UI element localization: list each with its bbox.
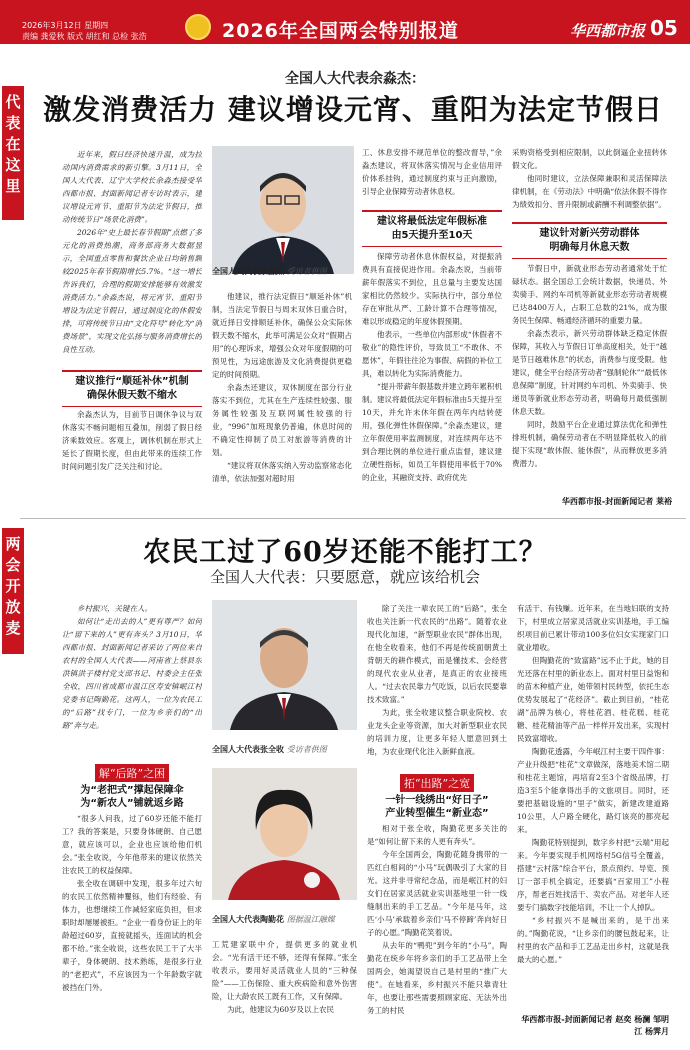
emblem-icon [185, 14, 211, 40]
subheading-text: 一针一线绣出“好日子” 产业转型催生“新业态” [385, 795, 489, 819]
issue-meta [22, 20, 192, 42]
caption-credit: 受访者供图 [286, 267, 327, 276]
paragraph: 工荒建家联中介，提供更多的就业机会。“光有活干还不够，还得有保障。”张全收表示，要用好灵活就业人员的“三种保险”——工伤保险、重大疾病险和意外伤害险，让大龄农民工既有工作，又有保障。 [212, 940, 357, 1001]
subheading-tag: 拓“出路”之宽 [400, 774, 474, 792]
article1-kicker: 全国人大代表余淼杰： [285, 71, 425, 87]
article2-headline: 农民工过了60岁还能不能打工？ [143, 537, 547, 568]
paragraph: 陶勤花特别提到，数字乡村把“云端”用起来。今年要实现手机网络村5G信号全覆盖，搭建“云村落”综合平台，景点预约、导览、预订一部手机全搞定，还要搞“百家用工”小程序，帮老百姓找活干、卖农产品。对老年人还要专门搞数字技能培训，不让一个人掉队。 [517, 838, 669, 912]
paragraph: 保障劳动者休息休假权益，对提振消费具有直接促进作用。余淼杰说，当前带薪年假落实不到位，且总量与主要发达国家相比仍然较少。实际执行中，部分单位存在审批从严、工龄计算不合理等情况，难以形成稳定的年度休假预期。 [362, 252, 502, 326]
paragraph: 张全收在调研中发现，很多年过六旬的农民工依然精神矍铄，他们有经验、有体力，也想继续工作减轻家庭负担，但求职时却屡屡被拒。“企业一看身份证上的年龄超过60岁，直接就摇头，连面试的机会都不给。”张全收说，这些农民工干了大半辈子，身体硬朗、技术熟练，是很多行业的“老把式”，不应该因为一个年龄数字就被挡在门外。 [62, 879, 202, 992]
caption-name: 全国人大代表张全收 [212, 745, 284, 754]
section-label-open-mic [2, 528, 24, 654]
article2-col3b [367, 822, 507, 1046]
caption-credit: 图据温江融媒 [286, 915, 335, 924]
paragraph: 2026年“史上最长春节假期”点燃了多元化的消费热潮，商务部商务大数据显示，全国重点零售和餐饮企业日均销售额较2025年春节假期增长5.7%。“这一增长告诉我们，合理的假期安排能够有效激发消费活力。”余淼杰说，将元宵节、重阳节增设为法定节假日，通过制度化的休假安排，可将传统节日由“文化符号”转化为“消费场景”，实现文化弘扬与服务消费增长的良性互动。 [62, 228, 202, 354]
article1-headline: 激发消费活力 建议增设元宵、重阳为法定节假日 [43, 93, 663, 126]
article1-credit: 华西都市报-封面新闻记者 莱裕 [561, 497, 672, 506]
article1-subheading-3: 建议针对新兴劳动群体 明确每月休息天数 [512, 222, 667, 259]
paragraph: 采购资格受到相应限制，以此倒逼企业扭转休假文化。 [512, 148, 667, 170]
article2-col1 [62, 602, 202, 758]
paragraph: 余淼杰还建议，双休制度在部分行业落实不到位，尤其在生产连续性较强、服务属性较强及互联网属性较强的行业，“996”加班现象仍普遍，休息时间的不确定性抑制了员工对旅游等消费的计划。 [212, 383, 352, 457]
paragraph: 节假日中，新就业形态劳动者通常处于忙碌状态。据全国总工会统计数据，快递员、外卖骑手、网约车司机等新就业形态劳动者规模已达8400万人，占职工总数的21%，成为服务民生保障、畅通经济循环的重要力量。 [512, 264, 667, 325]
special-report-banner: 2026年全国两会特别报道 [222, 20, 459, 42]
paragraph: 今年全国两会，陶勤花随身携带的一匹红白相间的“小马”玩偶吸引了大家的目光。这并非寻常纪念品，而是岷江村的妇女们在居家灵活就业实训基地里一针一线缝制出来的手工艺品。“今年是马年，这匹‘小马’承载着乡亲们‘马不停蹄’奔向好日子的心愿。”陶勤花笑着说。 [367, 850, 507, 937]
article1-col4b [512, 262, 667, 494]
portrait-illustration [212, 146, 354, 274]
portrait-illustration [212, 768, 357, 900]
article2-credit: 华西都市报-封面新闻记者 赵奕 杨澜 邹明江 杨霁月 [521, 1015, 669, 1036]
paragraph: “建议将双休落实纳入劳动监察常态化清单，依法加强对超时用 [212, 461, 352, 483]
caption-credit: 受访者供图 [286, 745, 327, 754]
article2-subheading-2 [367, 772, 507, 820]
paragraph: 近年来，假日经济快速升温，成为拉动国内消费需求的新引擎。3月11日，全国人大代表、辽宁大学校长余淼杰接受华西都市报、封面新闻记者专访时表示，建议增设元宵节、重阳节为法定节假日，推动传统节日“场景化消费”。 [62, 150, 202, 224]
photo-tao-qinhua [212, 768, 357, 900]
photo-caption-1 [212, 266, 362, 277]
paragraph: 但陶勤花的“致富路”远不止于此，她的目光还落在村里的新业态上。面对村里日益饱和的苗木种植产业，她带领村民转型，依托生态优势发展起了“花经济”。截止到目前，“桂花湖”品牌为核心，将桂花酒、桂花糕、桂花糖、桂花精油等产品一样样开发出来，实现村民致富增收。 [517, 656, 669, 743]
photo-caption-3 [212, 914, 362, 925]
article1-col3 [362, 146, 502, 200]
paragraph: “很多人问我，过了60岁还能不能打工？我的答案是，只要身体硬朗、自己愿意，就应该可以，企业也应该给他们机会。”张全收说，今年他带来的建议依然关注农民工的权益保障。 [62, 814, 202, 875]
photo-zhang-quanshou [212, 600, 357, 730]
issue-editors: 责编 龚爱秋 版式 胡红和 总检 张浩 [22, 32, 147, 41]
portrait-illustration [212, 600, 357, 730]
paragraph: 相对于张全收，陶勤花更多关注的是“如何让留下来的人更有奔头”。 [367, 824, 507, 846]
article2-col2b [212, 938, 357, 1046]
newspaper-logo: 华西都市报 [570, 22, 646, 40]
photo-yu-miaojie [212, 146, 354, 274]
article2-col4 [517, 602, 669, 1010]
paragraph: 乡村振兴，关键在人。 [77, 604, 152, 613]
paragraph: 为此，他建议为60岁及以上农民 [227, 1005, 335, 1014]
paragraph: 余淼杰表示，新兴劳动群体缺乏稳定休假保障，其收入与节假日订单高度相关，处于“越是节日越难休息”的状态，消费参与度受限。他建议，健全平台经济劳动者“强制轮休”“最低休息保障”制度，针对网约车司机、外卖骑手、快递员等新就业形态劳动者，明确每月最低强制休息天数。 [512, 329, 667, 416]
paragraph: 为此，张全收建议整合职业院校、农业龙头企业等资源，加大对新型职业农民的培训力度，让更多年轻人愿意回到土地，为农业现代化注入新鲜血液。 [367, 708, 507, 756]
photo-caption-2 [212, 744, 362, 755]
paragraph: “提升带薪年假基数并建立跨年累积机制。建议将最低法定年假标准由5天提升至10天，并允许未休年假在两年内结转使用，强化弹性休假保障。”余淼杰建议，建立年假使用率监测制度，对连续两年达不到合理比例的单位进行重点监督，建议建立硬性指标，如员工年假使用率低于70%的企业，其融资支持、政府优先 [362, 382, 502, 482]
section-label-delegate [2, 86, 24, 220]
caption-name: 全国人大代表余淼杰 [212, 267, 284, 276]
paragraph: 除了关注一辈农民工的“后路”，张全收也关注新一代农民的“出路”。随着农业现代化加速，“新型职业农民”群体出现，在他全收看来，他们不再是传统面朝黄土背朝天的耕作模式，而是懂技术、会经营的现代农业从业者，是真正的农业接班人。“过去农民靠力气吃饭，以后农民要靠技术致富。” [367, 604, 507, 704]
subheading-text: 为“老把式”撑起保障伞 为“新农人”铺就返乡路 [80, 785, 184, 809]
article1-col2 [212, 290, 352, 514]
article2-subheading-1 [62, 762, 202, 810]
issue-date: 2026年3月12日 星期四 [22, 21, 109, 30]
section-label-text: 代表在这里 [5, 93, 21, 195]
paragraph: 如何让“走出去的人”更有尊严？如何让“留下来的人”更有奔头？3月10日，华西都市报、封面新闻记者采访了两位来自农村的全国人大代表——河南省上蔡县东洪镇洪子楼村党支部书记、村委会主任张全收，四川省成都市温江区寿安镇岷江村党委书记陶勤花。这两人，一位为农民工的“后路”找专门，一位为乡亲们的“出路”奔与走。 [62, 617, 202, 730]
caption-name: 全国人大代表陶勤花 [212, 915, 284, 924]
paragraph: 有活干、有钱赚。近年来，在当地妇联的支持下，村里成立居家灵活就业实训基地，手工编织项目前已累计带动100多位妇女实现家门口就业增收。 [517, 604, 669, 652]
paragraph: “乡村振兴不是喊出来的，是干出来的。”陶勤花说，“让乡亲们的腰包鼓起来，让村里的农产品和手工艺品走出乡村，这就是我最大的心愿。” [517, 916, 669, 964]
paragraph: 同时，鼓励平台企业通过算法优化和弹性排班机制，确保劳动者在不明显降低收入的前提下实现“敢休假、能休假”，从而释放更多消费潜力。 [512, 420, 667, 468]
article1-col1 [62, 148, 202, 364]
paragraph: 他表示，一些单位内部形成“休假者不敬业”的隐性评价，导致员工“不敢休、不愿休”，年假往往沦为事假、病假的补位工具，难以转化为实际消费能力。 [362, 330, 502, 378]
paragraph: 从去年的“鸭兜”到今年的“小马”，陶勤花在统乡年将乡亲们的手工艺品带上全国两会，她渴望说自己是村里的“推广大使”。在她看来，乡村振兴不能只靠青壮年，也要让那些需要照顾家庭、无法外出务工的村民 [367, 941, 507, 1015]
article2-col3 [367, 602, 507, 760]
article1-col4 [512, 146, 667, 214]
paragraph: 他同时建议，立法保障兼职和灵活保障法律机制，在《劳动法》中明确“依法休假不得作为绩效扣分、晋升限制或薪酬不利调整依据”。 [512, 174, 667, 209]
page-number: 05 [650, 16, 678, 40]
paragraph: 他建议，推行法定假日“顺延补休”机制，当法定节假日与周末双休日重合时，就近择日安排顺延补休，确保公众实际休假天数不缩水，此举可满足公众对“假期占用”的心理诉求，增强公众对年度假期的可预见性，为远途旅游及文化消费提供更稳定的时间预期。 [212, 292, 352, 379]
section-label-text: 两会开放麦 [5, 535, 21, 637]
paragraph: 余淼杰认为，目前节日调休争议与双休落实不畅问题相互叠加，削弱了假日经济乘数效应。客观上，调休机制在形式上延长了假期长度，但由此带来的连续工作时间问题引发广泛关注和讨论。 [62, 410, 202, 471]
paragraph: 工、休息安排不规范单位的整改督导，”余淼杰建议，将双休落实情况与企业信用评价体系挂钩，通过制度约束与正向激励，引导企业保障劳动者休息权。 [362, 148, 502, 196]
section-divider [20, 518, 686, 519]
subheading-tag: 解“后路”之困 [95, 764, 169, 782]
article1-col3b [362, 250, 502, 514]
article2-kicker: 全国人大代表：只要愿意，就应该给机会 [209, 568, 480, 586]
article2-col1b [62, 812, 202, 1046]
article1-subheading-2: 建议将最低法定年假标准 由5天提升至10天 [362, 210, 502, 247]
paragraph: 陶勤花透露，今年岷江村主要干四件事：产业升级把“桂花”文章做深，落地美术馆二期和桂花主题馆，再培育2至3个省级品牌，打造3至5个能拿得出手的文旅项目。同时，还要把基础设施的“里子”做实，新建改建道路10公里，人户路全硬化，路灯该亮的都亮起来。 [517, 747, 669, 834]
article1-col1b [62, 408, 202, 512]
article1-subheading-1: 建议推行“顺延补休”机制 确保休假天数不缩水 [62, 370, 202, 407]
